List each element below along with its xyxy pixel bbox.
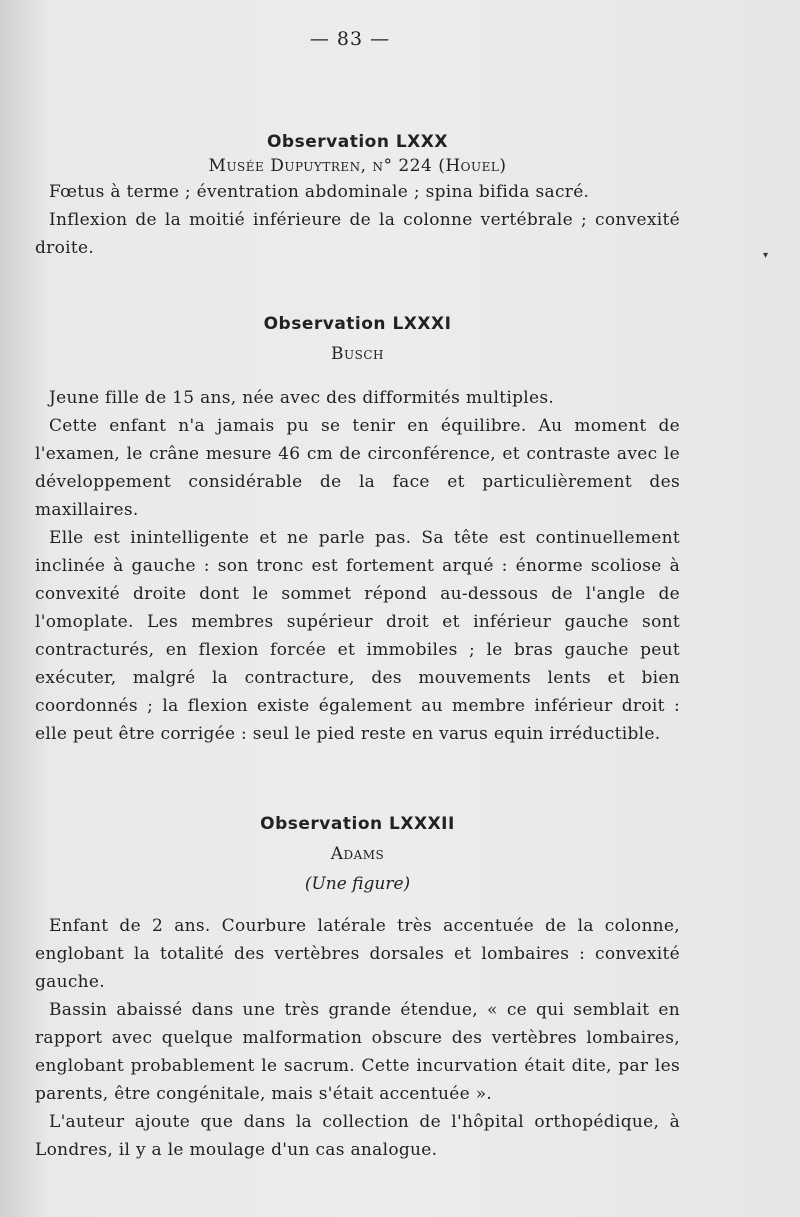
paragraph: Enfant de 2 ans. Courbure latérale très accentuée de la colonne, englobant la totalité des vertèbres dorsales et lombaires : convexité gauche.	[35, 916, 680, 992]
ink-mark: ▾	[763, 250, 769, 261]
page-number: — 83 —	[309, 28, 391, 50]
observation-title: Observation LXXXII	[260, 814, 455, 834]
paragraph: Fœtus à terme ; éventration abdominale ; spina bifida sacré.	[49, 182, 590, 202]
observation-title: Observation LXXX	[266, 132, 448, 152]
figure-note: (Une figure)	[304, 874, 411, 894]
paragraph: Bassin abaissé dans une très grande étendue, « ce qui semblait en rapport avec quelque malformation obscure des vertèbres lombaires, englobant probablement le sacrum. Cette incurvation était dite, par les parents, être congénitale, mais s'était accentuée ».	[35, 1000, 680, 1104]
paragraph: Jeune fille de 15 ans, née avec des difformités multiples.	[49, 388, 555, 408]
observation-source: Busch	[331, 344, 384, 364]
paragraph: Cette enfant n'a jamais pu se tenir en équilibre. Au moment de l'examen, le crâne mesure 46 cm de circonférence, et contraste avec le développement considérable de la face et particulièrement des maxillaires.	[35, 416, 680, 520]
paragraph: L'auteur ajoute que dans la collection de l'hôpital orthopédique, à Londres, il y a le moulage d'un cas analogue.	[35, 1112, 680, 1160]
observation-81	[35, 314, 680, 748]
observation-82	[35, 814, 680, 1164]
paragraph: Elle est inintelligente et ne parle pas. Sa tête est continuellement inclinée à gauche : son tronc est fortement arqué : énorme scoliose à convexité droite dont le sommet répond au-dessous de l'angle de l'omoplate. Les membres supérieur droit et inférieur gauche sont contracturés, en flexion forcée et immobiles ; le bras gauche peut exécuter, malgré la contracture, des mouvements lents et bien coordonnés ; la flexion existe également au membre inférieur droit : elle peut être corrigée : seul le pied reste en varus equin irréductible.	[35, 528, 680, 744]
paragraph: Inflexion de la moitié inférieure de la colonne vertébrale ; convexité droite.	[35, 210, 680, 258]
observation-source: Musée Dupuytren, n° 224 (Houel)	[208, 156, 507, 176]
observation-source: Adams	[330, 844, 385, 864]
observation-80	[35, 132, 680, 262]
observation-title: Observation LXXXI	[263, 314, 452, 334]
